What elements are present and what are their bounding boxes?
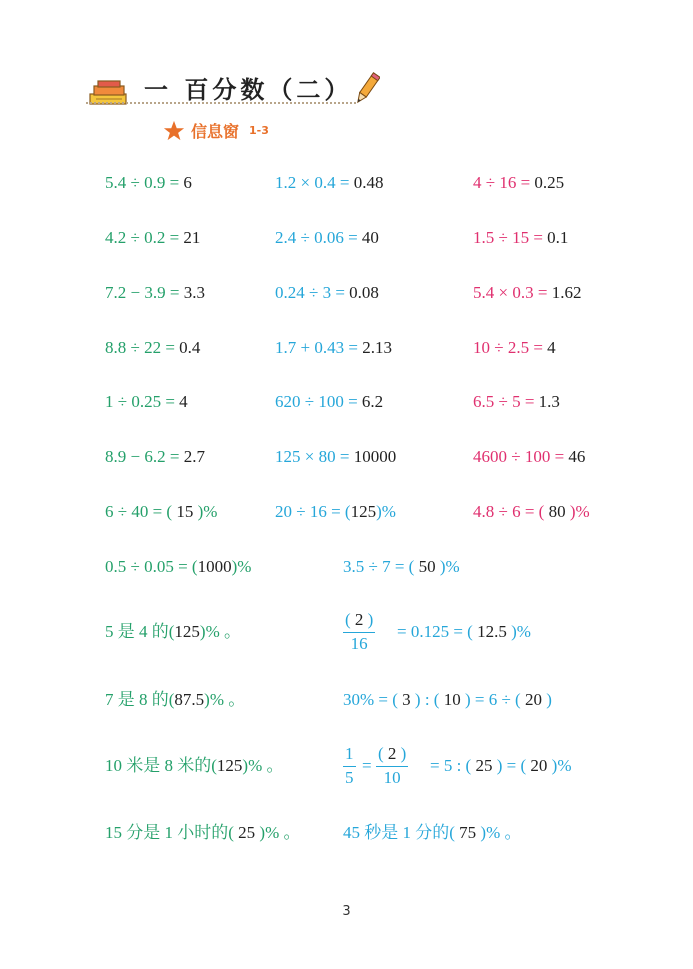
equation: 8.9 − 6.2 = 2.7: [105, 447, 205, 466]
info-window-label: [163, 119, 269, 142]
info-window-number: 1-3: [249, 124, 269, 137]
equation: 10 ÷ 2.5 = 4: [473, 338, 556, 357]
equation: 1.7 + 0.43 = 2.13: [275, 338, 392, 357]
equation: 4.2 ÷ 0.2 = 21: [105, 228, 201, 247]
pencil-icon: [354, 70, 380, 108]
word-problem: 15 分是 1 小时的( 25 )% 。: [105, 823, 301, 842]
fraction: $\frac{( 2 )}{16}$: [345, 610, 374, 653]
equation: 1.2 × 0.4 = 0.48: [275, 173, 384, 192]
ratio-equation: 30% = ( 3 ) : ( 10 ) = 6 ÷ ( 20 ): [343, 690, 552, 709]
page-number: 3: [342, 904, 351, 919]
equation: 125 × 80 = 10000: [275, 447, 397, 466]
percent-equation: 0.5 ÷ 0.05 = (1000)%: [105, 557, 252, 576]
fraction: $\frac{1}{5}$: [345, 744, 354, 787]
equation: 8.8 ÷ 22 = 0.4: [105, 338, 201, 357]
equation: 0.24 ÷ 3 = 0.08: [275, 283, 379, 302]
page-title: 一 百分数（二）: [144, 76, 353, 104]
equation: 5.4 ÷ 0.9 = 6: [105, 173, 192, 192]
equation: 5.4 × 0.3 = 1.62: [473, 283, 582, 302]
percent-equation: 4.8 ÷ 6 = ( 80 )%: [473, 502, 590, 521]
info-window-title: 信息窗: [191, 122, 240, 141]
star-icon: [163, 120, 185, 142]
equation: 4 ÷ 16 = 0.25: [473, 173, 565, 192]
word-problem: 45 秒是 1 分的( 75 )% 。: [343, 823, 522, 842]
percent-equation: 20 ÷ 16 = (125)%: [275, 502, 396, 521]
equation: 2.4 ÷ 0.06 = 40: [275, 228, 379, 247]
word-problem: 10 米是 8 米的(125)% 。: [105, 756, 284, 775]
equation: 6.5 ÷ 5 = 1.3: [473, 392, 560, 411]
chapter-header: [86, 66, 386, 112]
percent-equation: 3.5 ÷ 7 = ( 50 )%: [343, 557, 460, 576]
ratio-equation: = 5 : ( 25 ) = ( 20 )%: [430, 756, 572, 775]
equation: 1 ÷ 0.25 = 4: [105, 392, 188, 411]
equals-sign: =: [362, 756, 372, 775]
equation: 620 ÷ 100 = 6.2: [275, 392, 384, 411]
percent-equation: 6 ÷ 40 = ( 15 )%: [105, 502, 218, 521]
word-problem: 7 是 8 的(87.5)% 。: [105, 690, 246, 709]
percent-equation: = 0.125 = ( 12.5 )%: [397, 622, 531, 641]
fraction: $\frac{( 2 )}{10}$: [378, 744, 407, 787]
equation: 7.2 − 3.9 = 3.3: [105, 283, 205, 302]
equation: 1.5 ÷ 15 = 0.1: [473, 228, 569, 247]
equation: 4600 ÷ 100 = 46: [473, 447, 586, 466]
word-problem: 5 是 4 的(125)% 。: [105, 622, 241, 641]
